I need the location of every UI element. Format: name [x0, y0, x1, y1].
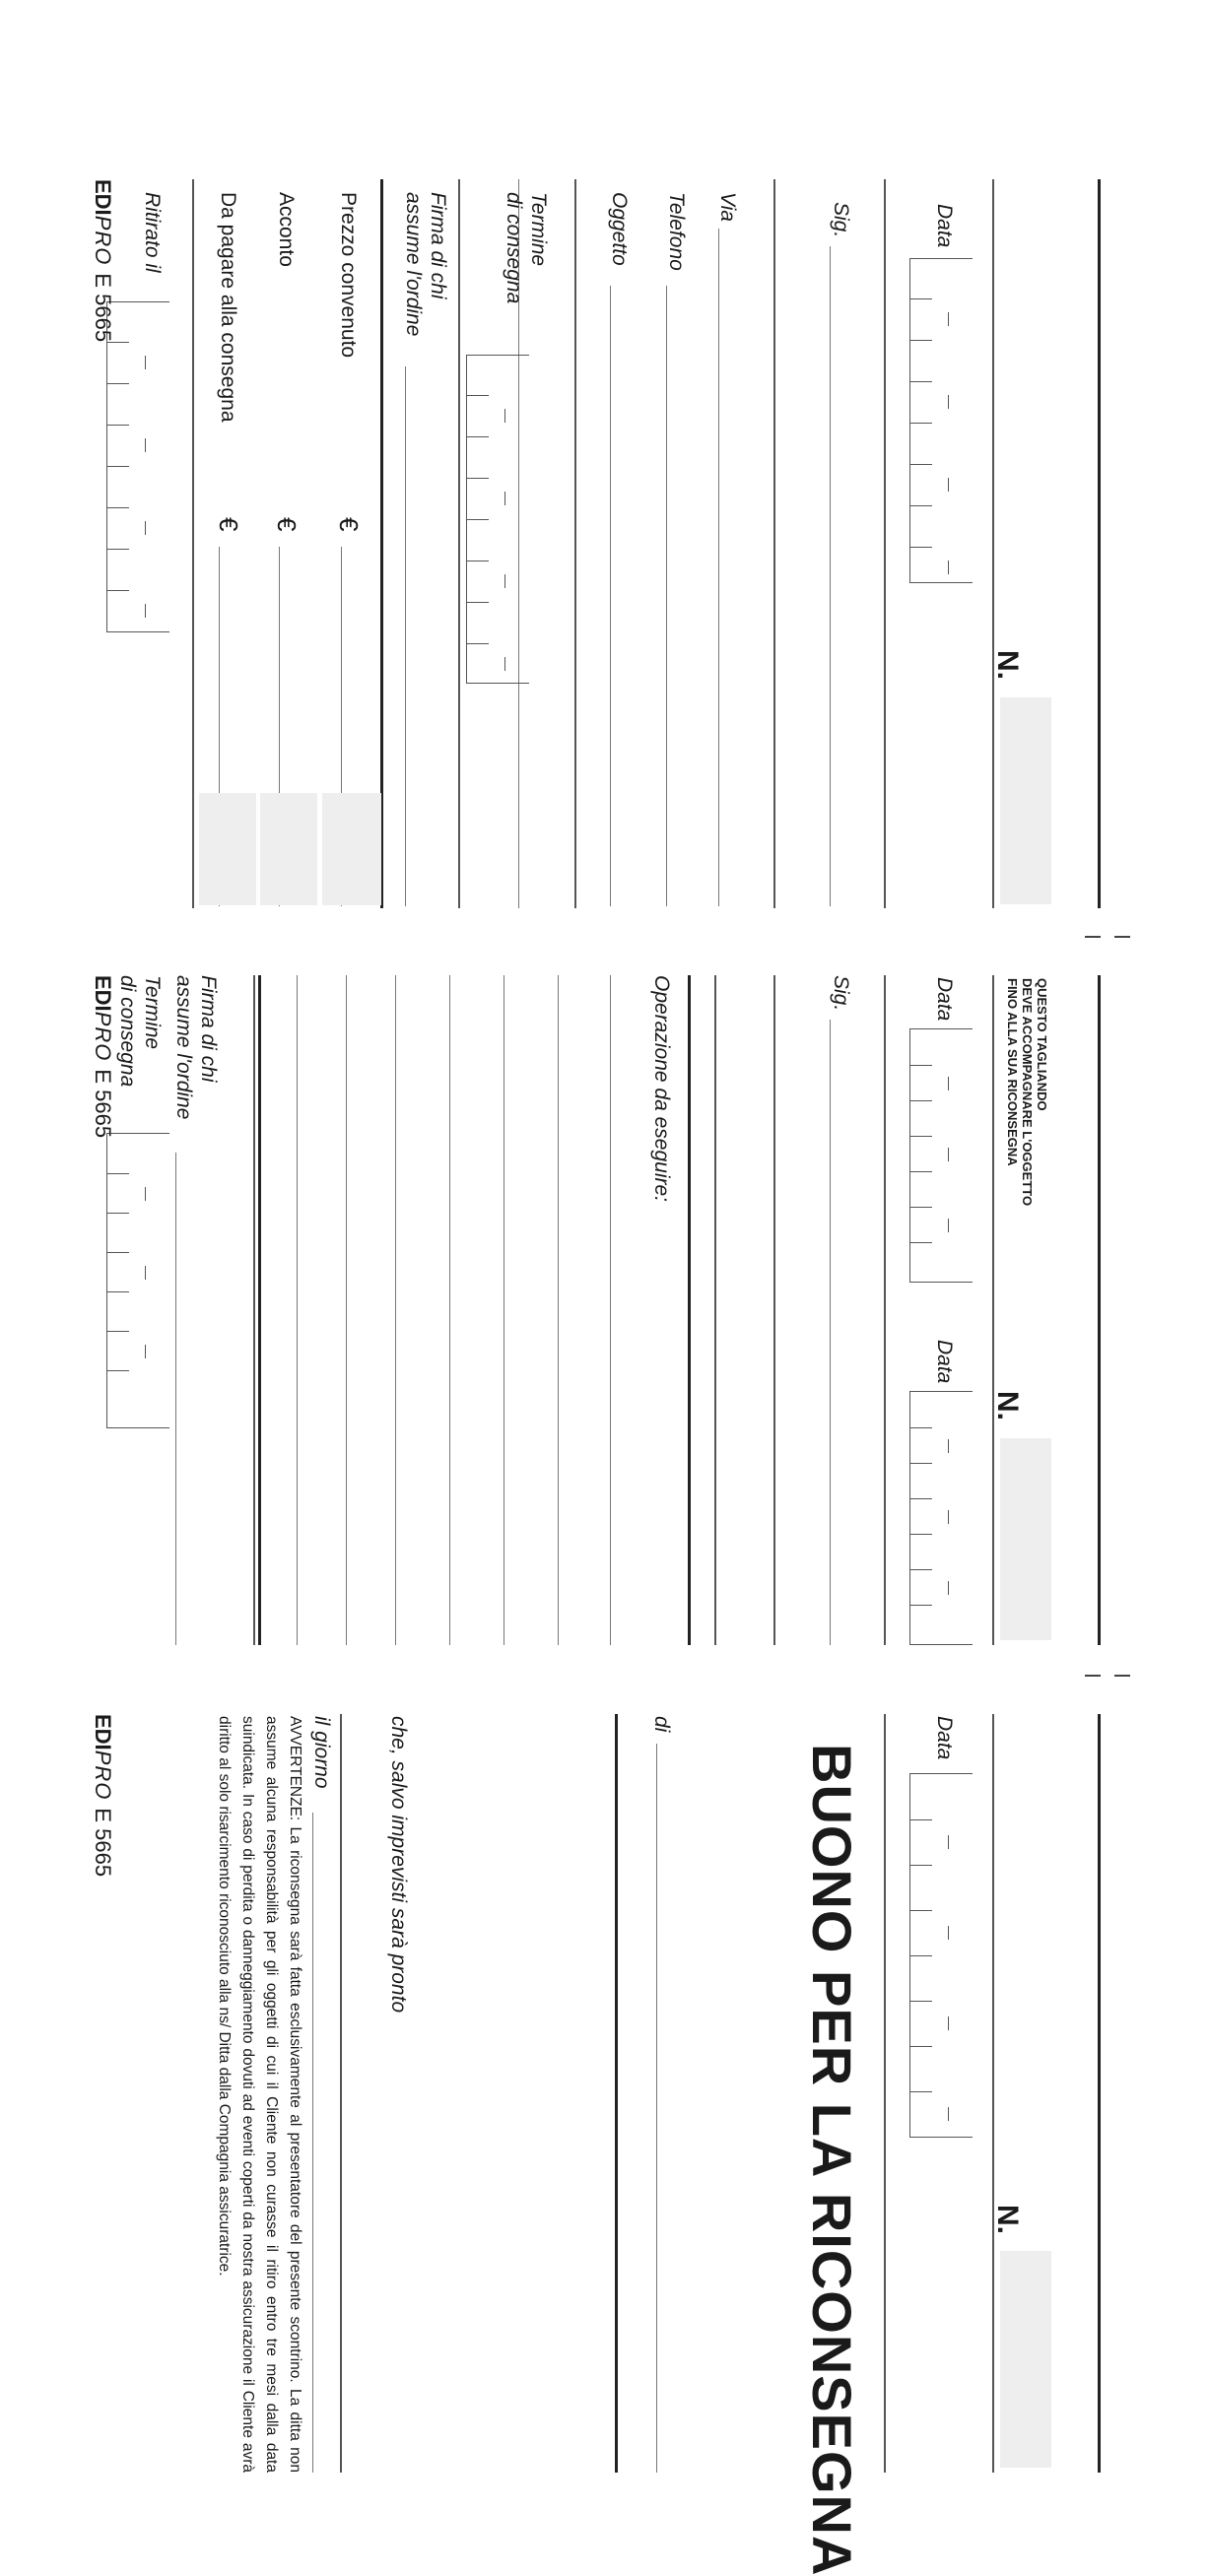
- left-sig-label: Sig.: [830, 202, 852, 238]
- right-warning-text: AVVERTENZE: La riconsegna sarà fatta esclusivamente al presentatore del presente scontrino. La ditta non assume alcuna responsabilità per gli oggetti di cui il Cliente non curasse il ritiro entro tre mesi dalla data suindicata. In caso di perdita o danneggiamento dovuti ad eventi coperti da nostra assicurazione il Cliente avrà diritto al solo risarcimento riconosciuto alla ns/ Ditta dalla Compagnia assicuratrice.: [216, 1716, 303, 2473]
- perforation-mark: [1085, 936, 1101, 938]
- right-brand-logo: [90, 1714, 115, 1877]
- left-firma-field[interactable]: [405, 366, 406, 906]
- middle-operazione-line[interactable]: [346, 975, 347, 1645]
- left-logo-code: E 5665: [91, 273, 115, 343]
- left-ritirato-label: Ritirato il: [141, 192, 164, 273]
- middle-operazione-label: Operazione da eseguire:: [650, 975, 673, 1202]
- left-termine-label-2: di consegna: [503, 192, 525, 304]
- left-ritirato-date-box[interactable]: [106, 301, 169, 632]
- perforation-mark: [1085, 1675, 1101, 1677]
- right-logo-code: E 5665: [91, 1808, 115, 1878]
- right-di-field[interactable]: [656, 1744, 657, 2473]
- left-data-label: Data: [933, 204, 956, 248]
- middle-termine-date-box[interactable]: [106, 1133, 169, 1428]
- left-logo-edi: EDI: [91, 179, 115, 216]
- left-acconto-label: Acconto: [275, 192, 298, 267]
- middle-termine-label-1: Termine: [141, 975, 164, 1050]
- left-brand-logo: [90, 179, 115, 342]
- left-date-box[interactable]: [909, 258, 973, 583]
- middle-operazione-line[interactable]: [395, 975, 396, 1645]
- perforation-mark: [1114, 936, 1130, 938]
- middle-operazione-line[interactable]: [610, 975, 611, 1645]
- left-prezzo-euro: €: [334, 517, 364, 532]
- right-date-box[interactable]: [909, 1773, 973, 2138]
- left-termine-date-box[interactable]: [466, 355, 529, 684]
- middle-number-field[interactable]: [1000, 1438, 1051, 1640]
- middle-date-box-1[interactable]: [909, 1028, 973, 1283]
- right-data-label: Data: [933, 1716, 956, 1760]
- middle-notice-line-1: QUESTO TAGLIANDO: [1035, 978, 1049, 1111]
- left-da-pagare-euro: €: [214, 517, 243, 532]
- right-pronto-label: che, salvo imprevisti sarà pronto: [387, 1716, 410, 2014]
- middle-operazione-line[interactable]: [297, 975, 298, 1645]
- middle-brand-logo: [90, 975, 115, 1138]
- middle-logo-edi: EDI: [91, 975, 115, 1012]
- left-da-pagare-label: Da pagare alla consegna: [217, 192, 239, 423]
- left-oggetto-label: Oggetto: [608, 192, 631, 266]
- left-via-label: Via: [716, 192, 739, 222]
- left-firma-label-1: Firma di chi: [427, 192, 449, 299]
- left-telefono-label: Telefono: [665, 192, 688, 271]
- left-prezzo-total: [322, 793, 381, 905]
- middle-logo-code: E 5665: [91, 1069, 115, 1139]
- middle-sig-label: Sig.: [830, 975, 852, 1012]
- left-number-label: N.: [991, 650, 1024, 680]
- middle-sig-field[interactable]: [830, 1020, 831, 1645]
- middle-termine-label-2: di consegna: [116, 975, 139, 1088]
- left-oggetto-field[interactable]: [610, 286, 611, 906]
- middle-notice-line-3: FINO ALLA SUA RICONSEGNA: [1005, 978, 1021, 1166]
- left-number-field[interactable]: [1000, 697, 1051, 904]
- left-via-field[interactable]: [718, 229, 719, 906]
- middle-data-label-1: Data: [933, 977, 956, 1022]
- left-logo-pro: PRO: [91, 215, 115, 266]
- left-acconto-euro: €: [272, 517, 302, 532]
- left-termine-label-1: Termine: [527, 192, 550, 267]
- left-da-pagare-total: [199, 793, 256, 905]
- left-firma-label-2: assume l'ordine: [402, 192, 425, 337]
- middle-notice: [1004, 978, 1048, 1206]
- right-number-label: N.: [991, 2205, 1024, 2234]
- middle-date-box-2[interactable]: [909, 1391, 973, 1645]
- right-logo-pro: PRO: [91, 1750, 115, 1801]
- right-giorno-label: il giorno: [310, 1716, 333, 1789]
- middle-operazione-line[interactable]: [449, 975, 450, 1645]
- middle-data-label-2: Data: [933, 1340, 956, 1384]
- middle-number-label: N.: [991, 1391, 1024, 1420]
- middle-firma-field[interactable]: [175, 1153, 176, 1645]
- right-title: BUONO PER LA RICONSEGNA: [801, 1744, 863, 2576]
- left-acconto-total: [260, 793, 317, 905]
- middle-logo-pro: PRO: [91, 1011, 115, 1062]
- right-logo-edi: EDI: [91, 1714, 115, 1750]
- middle-notice-line-2: DEVE ACCOMPAGNARE L'OGGETTO: [1020, 978, 1036, 1207]
- right-number-field[interactable]: [1000, 2251, 1051, 2468]
- left-sig-field[interactable]: [830, 246, 831, 906]
- perforation-mark: [1114, 1675, 1130, 1677]
- left-prezzo-label: Prezzo convenuto: [337, 192, 360, 359]
- middle-firma-label-1: Firma di chi: [197, 975, 220, 1083]
- right-di-label: di: [650, 1716, 673, 1733]
- left-telefono-field[interactable]: [666, 286, 667, 906]
- middle-firma-label-2: assume l'ordine: [172, 975, 195, 1120]
- right-giorno-field[interactable]: [312, 1813, 313, 2473]
- middle-operazione-line[interactable]: [558, 975, 559, 1645]
